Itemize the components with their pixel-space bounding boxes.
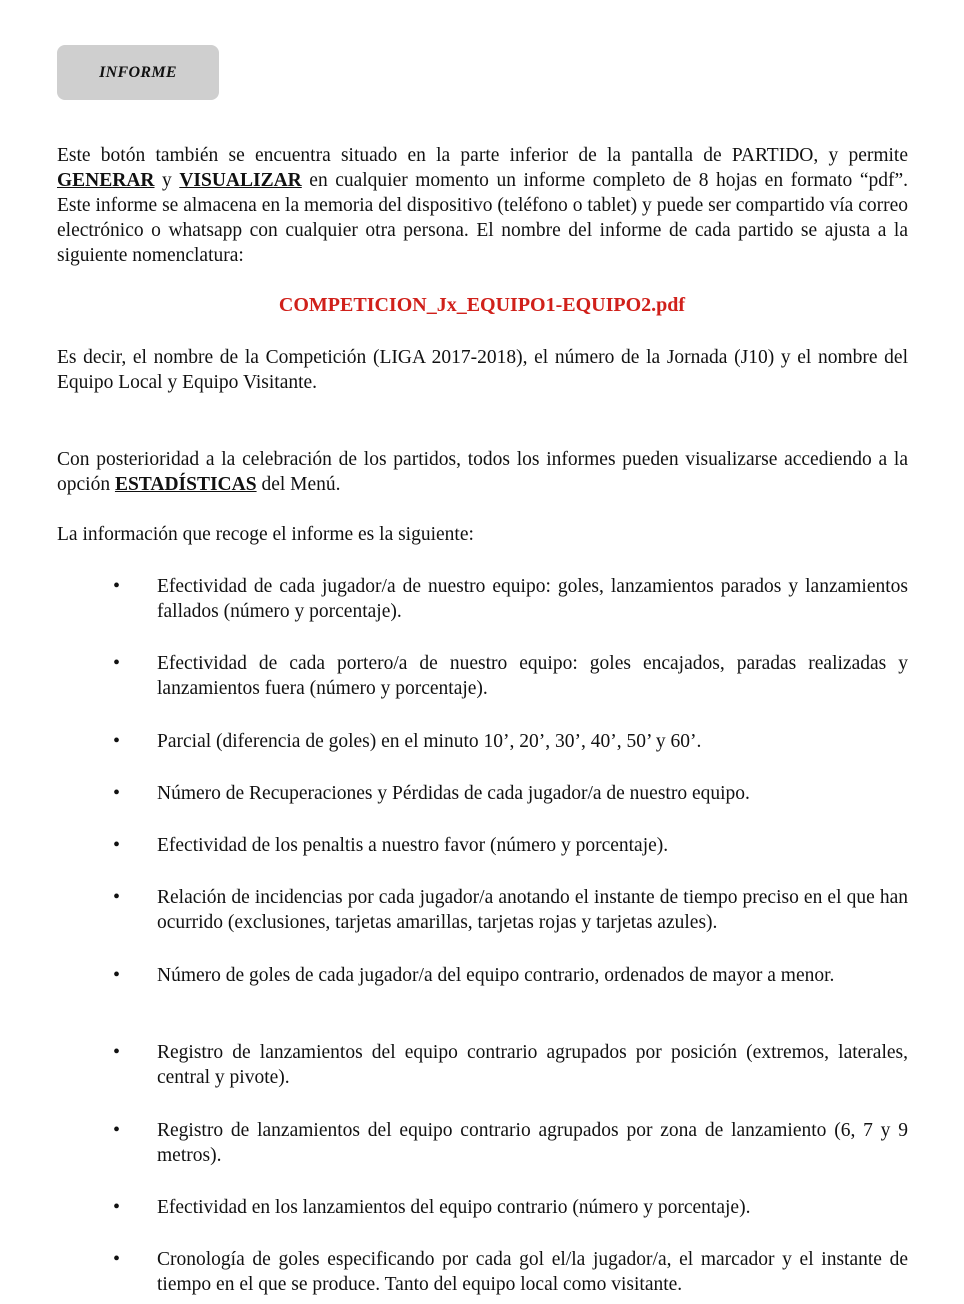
bullet-icon: • — [113, 652, 121, 674]
stats-text-1: Con posterioridad a la celebración de los partidos, todos los informes pueden visualizarse accediendo a la opción — [57, 449, 908, 495]
informe-button-label: INFORME — [99, 63, 177, 81]
intro-text-y: y — [154, 170, 180, 191]
intro-text-2: en cualquier momento un informe completo de 8 hojas en formato “pdf”. Este informe se almacena en la memoria del dispositivo (teléfono o tablet) y puede ser compartido vía correo electrónico o whatsapp con cualquier otra persona. El nombre del informe de cada partido se ajusta a la siguiente nomenclatura: — [57, 170, 909, 266]
bullet-icon: • — [113, 1119, 121, 1141]
bullet-icon: • — [113, 964, 121, 986]
bullet-icon: • — [113, 1196, 121, 1218]
list-item-text: Parcial (diferencia de goles) en el minuto 10’, 20’, 30’, 40’, 50’ y 60’. — [157, 731, 702, 752]
list-item-text: Efectividad de cada jugador/a de nuestro equipo: goles, lanzamientos parados y lanzamientos fallados (número y porcentaje). — [157, 576, 908, 622]
estadisticas-keyword: ESTADÍSTICAS — [114, 474, 257, 495]
list-item-text: Efectividad de los penaltis a nuestro favor (número y porcentaje). — [157, 835, 669, 856]
list-item-text: Número de Recuperaciones y Pérdidas de cada jugador/a de nuestro equipo. — [157, 783, 750, 804]
list-item-text: Efectividad de cada portero/a de nuestro equipo: goles encajados, paradas realizadas y lanzamientos fuera (número y porcentaje). — [157, 653, 908, 699]
informe-button[interactable] — [57, 45, 219, 100]
list-item-text: Relación de incidencias por cada jugador/a anotando el instante de tiempo preciso en el que han ocurrido (exclusiones, tarjetas amarillas, tarjetas rojas y tarjetas azules). — [157, 887, 908, 933]
bullet-icon: • — [113, 1248, 121, 1270]
stats-text-2: del Menú. — [256, 474, 341, 495]
intro-text-1: Este botón también se encuentra situado en la parte inferior de la pantalla de PARTIDO, y permite — [57, 145, 908, 166]
bullet-icon: • — [113, 730, 121, 752]
list-item — [113, 574, 908, 624]
bullet-icon: • — [113, 834, 121, 856]
bullet-icon: • — [113, 886, 121, 908]
visualizar-keyword: VISUALIZAR — [179, 170, 302, 191]
bullet-icon: • — [113, 575, 121, 597]
list-item — [113, 963, 908, 988]
list-item — [113, 729, 908, 754]
bullet-icon: • — [113, 782, 121, 804]
generar-keyword: GENERAR — [57, 170, 155, 191]
list-item — [113, 781, 908, 806]
list-item-text: Efectividad en los lanzamientos del equipo contrario (número y porcentaje). — [157, 1197, 751, 1218]
list-item — [113, 1040, 908, 1090]
list-item — [113, 833, 908, 858]
list-item-text: Registro de lanzamientos del equipo contrario agrupados por posición (extremos, laterales, central y pivote). — [157, 1042, 908, 1088]
list-item-text: Número de goles de cada jugador/a del equipo contrario, ordenados de mayor a menor. — [157, 965, 835, 986]
list-item — [113, 1247, 908, 1297]
explanation-paragraph: Es decir, el nombre de la Competición (LIGA 2017-2018), el número de la Jornada (J10) y el nombre del Equipo Local y Equipo Visitante. — [57, 347, 908, 393]
list-item — [113, 1195, 908, 1220]
list-item-text: Cronología de goles especificando por cada gol el/la jugador/a, el marcador y el instante de tiempo en el que se produce. Tanto del equipo local como visitante. — [157, 1249, 908, 1295]
list-item — [113, 1118, 908, 1168]
bullet-icon: • — [113, 1041, 121, 1063]
report-filename: COMPETICION_Jx_EQUIPO1-EQUIPO2.pdf — [278, 294, 686, 316]
intro-paragraph — [57, 143, 908, 268]
list-item — [113, 885, 908, 935]
list-item-text: Registro de lanzamientos del equipo contrario agrupados por zona de lanzamiento (6, 7 y 9 metros). — [157, 1120, 908, 1166]
list-item — [113, 651, 908, 701]
stats-paragraph — [57, 447, 908, 497]
list-intro: La información que recoge el informe es la siguiente: — [57, 524, 474, 545]
